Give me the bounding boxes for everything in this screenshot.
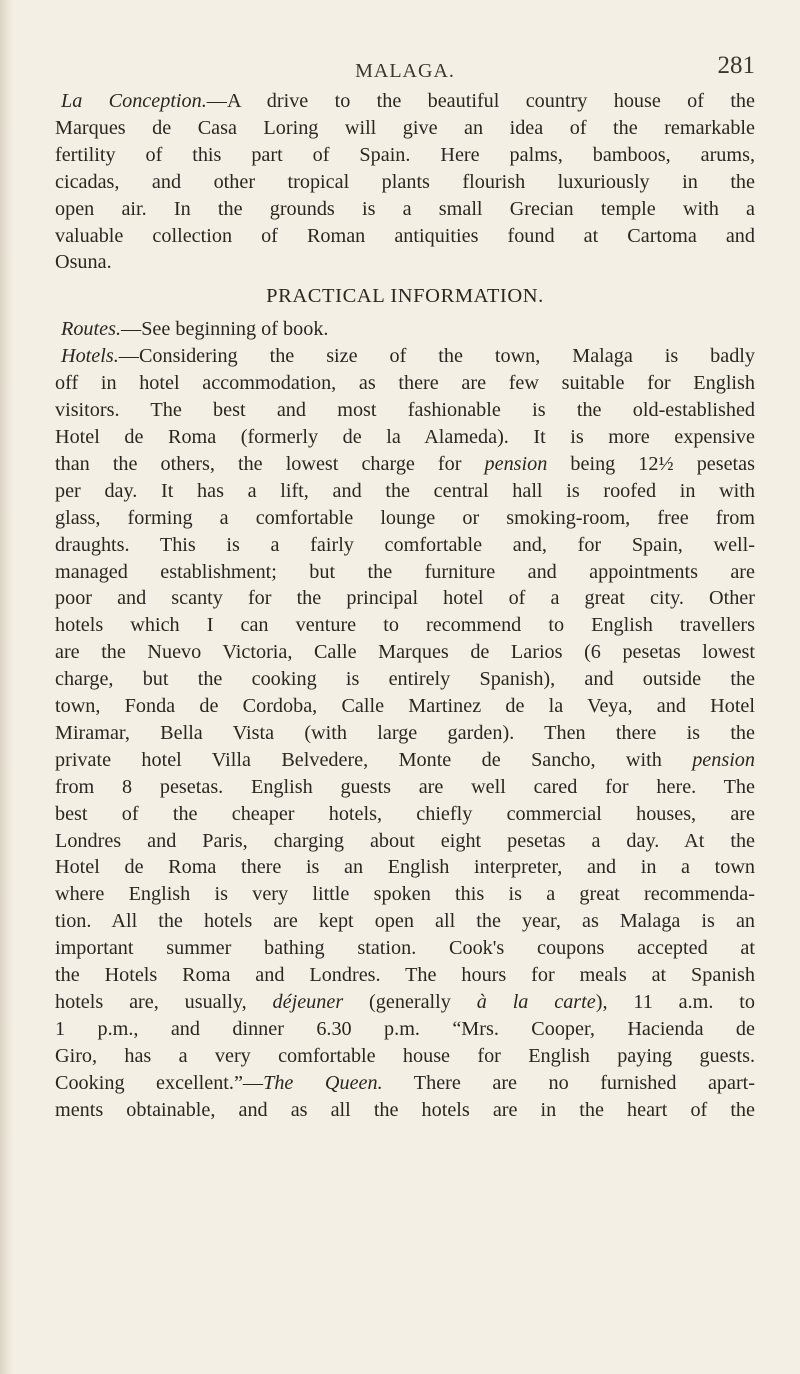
running-title: MALAGA.: [355, 60, 455, 82]
text-line: Londres and Paris, charging about eight pesetas a day. At the: [55, 829, 755, 852]
text-line: fertility of this part of Spain. Here palms, bamboos, arums,: [55, 143, 755, 166]
page-header: [55, 0, 755, 80]
text-line: valuable collection of Roman antiquities found at Cartoma and: [55, 224, 755, 247]
section-heading: PRACTICAL INFORMATION.: [266, 285, 544, 308]
queen-citation: The Queen.: [263, 1071, 383, 1094]
concepcion-paragraph: [55, 88, 755, 276]
text-line: 1 p.m., and dinner 6.30 p.m. “Mrs. Cooper, Hacienda de: [55, 1017, 755, 1040]
text-line: tion. All the hotels are kept open all the year, as Malaga is an: [55, 910, 755, 933]
a-la-carte-word: à la carte: [476, 991, 596, 1013]
text-line: managed establishment; but the furniture and appointments are: [55, 560, 755, 583]
text-line: from 8 pesetas. English guests are well cared for here. The: [55, 775, 755, 798]
text-line: draughts. This is a fairly comfortable and, for Spain, well-: [55, 533, 755, 556]
text-line: poor and scanty for the principal hotel of a great city. Other: [55, 587, 755, 610]
text-line: best of the cheaper hotels, chiefly commercial houses, are: [55, 802, 755, 825]
text-line: cicadas, and other tropical plants flourish luxuriously in the: [55, 170, 755, 193]
text-line: Cooking excellent.”—The Queen. There are no furnished apart-: [55, 1071, 756, 1094]
text-line: where English is very little spoken this is a great recommenda-: [55, 883, 755, 906]
text-line: Osuna.: [55, 251, 112, 274]
hotels-title: Hotels.: [61, 345, 119, 368]
text-line: Giro, has a very comfortable house for English paying guests.: [55, 1044, 755, 1067]
text-line: the Hotels Roma and Londres. The hours for meals at Spanish: [55, 964, 755, 987]
book-page: [55, 0, 755, 1124]
text-line: La Conception.—A drive to the beautiful country house of the: [61, 90, 755, 112]
text-line: visitors. The best and most fashionable is the old-established: [55, 399, 755, 422]
text-line: Hotel de Roma there is an English interpreter, and in a town: [55, 856, 755, 879]
routes-paragraph: Routes.—See beginning of book.: [61, 318, 329, 341]
text-line: town, Fonda de Cordoba, Calle Martinez de la Veya, and Hotel: [55, 695, 755, 718]
routes-title: Routes.: [61, 318, 121, 341]
text-line: ments obtainable, and as all the hotels are in the heart of the: [55, 1098, 755, 1121]
text-line: important summer bathing station. Cook's coupons accepted at: [55, 937, 755, 960]
text-line: per day. It has a lift, and the central hall is roofed in with: [55, 479, 755, 502]
pension-word: pension: [484, 452, 548, 475]
text-line: open air. In the grounds is a small Grecian temple with a: [55, 197, 755, 220]
text-line: are the Nuevo Victoria, Calle Marques de Larios (6 pesetas lowest: [55, 641, 755, 664]
pension-word: pension: [692, 748, 755, 771]
text-line: Hotels.—Considering the size of the town, Malaga is badly: [61, 345, 755, 368]
text-line: hotels are, usually, déjeuner (generally à la carte), 11 a.m. to: [55, 991, 755, 1013]
page-number: 281: [717, 52, 755, 79]
text-line: Marques de Casa Loring will give an idea of the remarkable: [55, 116, 755, 139]
hotels-paragraph: [55, 343, 755, 1123]
text-line: glass, forming a comfortable lounge or smoking-room, free from: [55, 506, 755, 529]
text-line: hotels which I can venture to recommend to English travellers: [55, 614, 755, 637]
dejeuner-word: déjeuner: [272, 991, 344, 1013]
text-line: charge, but the cooking is entirely Spanish), and outside the: [55, 668, 755, 691]
text-line: off in hotel accommodation, as there are few suitable for English: [55, 372, 755, 395]
text-line: Hotel de Roma (formerly de la Alameda). It is more expensive: [55, 425, 755, 448]
concepcion-title: La Conception.: [61, 90, 207, 112]
book-gutter: [0, 0, 14, 1374]
text-line: private hotel Villa Belvedere, Monte de Sancho, with pension: [55, 748, 755, 771]
text-line: than the others, the lowest charge for pension being 12½ pesetas: [55, 452, 755, 475]
text-line: Miramar, Bella Vista (with large garden). Then there is the: [55, 721, 755, 744]
